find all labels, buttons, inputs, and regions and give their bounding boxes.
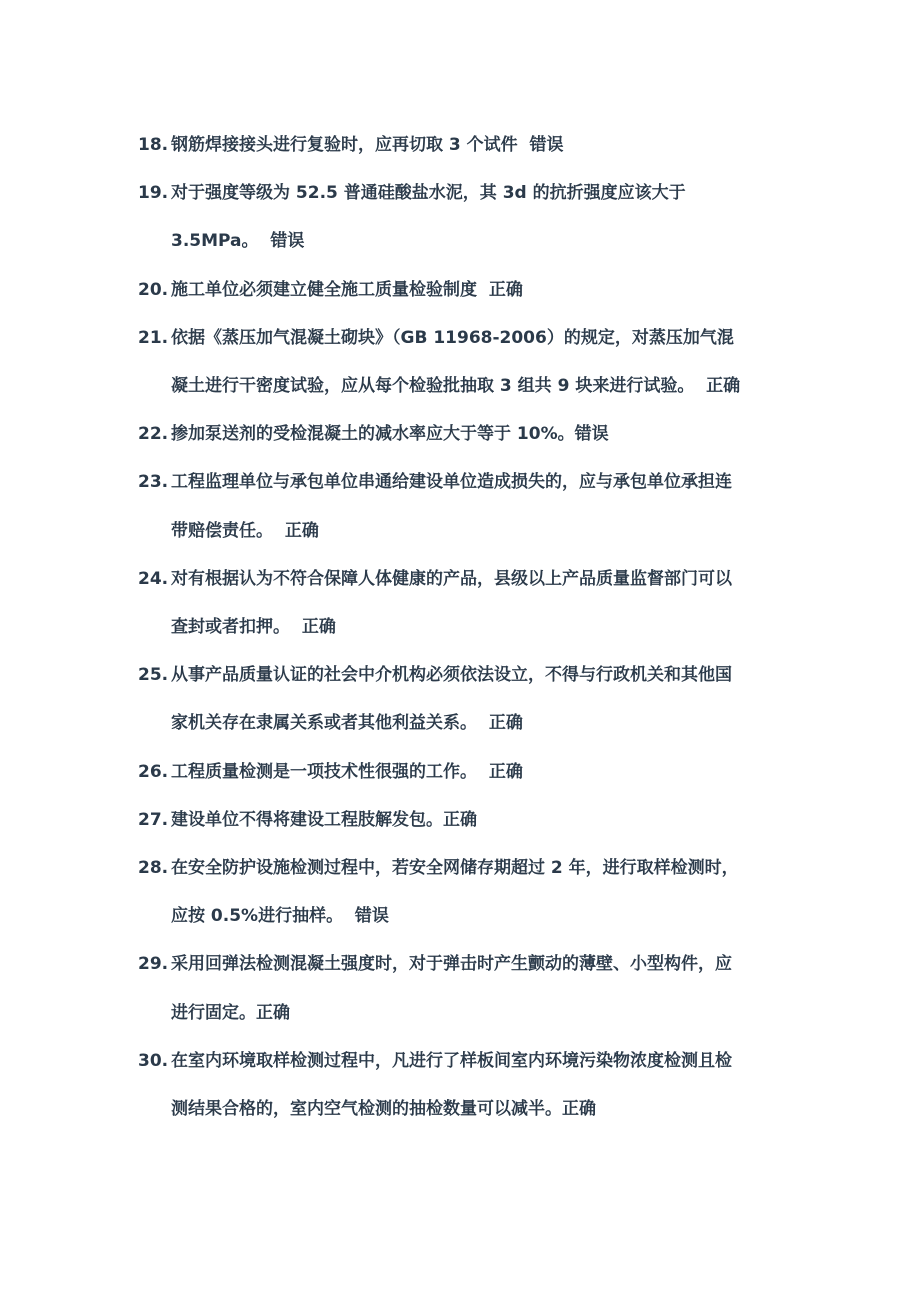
question-item [138, 796, 798, 844]
question-item [138, 844, 798, 940]
question-item [138, 1037, 798, 1133]
question-body [171, 940, 798, 1036]
question-body [171, 458, 798, 554]
question-answer: 错误 [529, 135, 564, 155]
question-answer: 错误 [354, 906, 389, 927]
question-text: 采用回弹法检测混凝土强度时，对于弹击时产生颤动的薄壁、小型构件，应 进行固定。 [171, 954, 732, 1023]
question-body [171, 121, 798, 169]
question-answer: 正确 [706, 376, 741, 397]
question-answer: 错误 [574, 424, 609, 445]
question-item [138, 458, 798, 554]
question-text: 在室内环境取样检测过程中，凡进行了样板间室内环境污染物浓度检测且检 测结果合格的，室内空气检测的抽检数量可以减半。 [171, 1050, 732, 1120]
question-item [138, 314, 798, 410]
question-number: 18. [138, 135, 169, 155]
question-number: 27. [138, 809, 169, 830]
question-number: 30. [138, 1050, 169, 1071]
question-number: 23. [138, 472, 169, 493]
question-body [171, 651, 798, 747]
question-text: 建设单位不得将建设工程肢解发包。 [171, 809, 443, 830]
question-text: 对于强度等级为 52.5 普通硅酸盐水泥，其 3d 的抗折强度应该大于 3.5MPa。 [171, 183, 686, 252]
question-number: 29. [138, 954, 169, 975]
question-item [138, 748, 798, 796]
question-list [138, 121, 798, 1133]
question-answer: 正确 [562, 1099, 596, 1120]
question-number: 21. [138, 327, 169, 348]
question-text: 钢筋焊接接头进行复验时，应再切取 3 个试件 [171, 135, 530, 155]
question-body [171, 796, 798, 844]
question-text: 在安全防护设施检测过程中，若安全网储存期超过 2 年，进行取样检测时， 应按 0.5%进行抽样。 [171, 858, 739, 927]
question-text: 掺加泵送剂的受检混凝土的减水率应大于等于 10%。 [171, 424, 575, 445]
question-item [138, 410, 798, 458]
question-body [171, 748, 798, 796]
question-number: 20. [138, 279, 169, 300]
question-body [171, 169, 798, 265]
question-number: 22. [138, 424, 169, 445]
question-item [138, 940, 798, 1036]
question-body [171, 555, 798, 651]
question-answer: 正确 [488, 279, 523, 300]
question-body [171, 844, 798, 940]
question-answer: 正确 [256, 1002, 290, 1023]
question-item [138, 555, 798, 651]
question-item [138, 169, 798, 265]
question-text: 施工单位必须建立健全施工质量检验制度 [171, 279, 489, 300]
question-number: 25. [138, 665, 169, 686]
question-answer: 错误 [270, 231, 305, 252]
question-answer: 正确 [443, 809, 477, 830]
question-answer: 正确 [301, 617, 336, 638]
question-item [138, 266, 798, 314]
question-body [171, 314, 798, 410]
question-answer: 正确 [284, 520, 319, 541]
question-text: 对有根据认为不符合保障人体健康的产品，县级以上产品质量监督部门可以 查封或者扣押。 [171, 568, 732, 638]
question-text: 工程监理单位与承包单位串通给建设单位造成损失的，应与承包单位承担连 带赔偿责任。 [171, 472, 732, 541]
question-text: 从事产品质量认证的社会中介机构必须依法设立，不得与行政机关和其他国 家机关存在隶属关系或者其他利益关系。 [171, 665, 732, 734]
question-number: 26. [138, 761, 169, 782]
question-answer: 正确 [488, 761, 523, 782]
question-number: 24. [138, 568, 169, 589]
question-answer: 正确 [488, 713, 523, 734]
question-item [138, 121, 798, 169]
question-text: 依据《蒸压加气混凝土砌块》（GB 11968-2006）的规定，对蒸压加气混 凝土进行干密度试验，应从每个检验批抽取 3 组共 9 块来进行试验。 [171, 327, 734, 397]
question-body [171, 266, 798, 314]
question-item [138, 651, 798, 747]
question-text: 工程质量检测是一项技术性很强的工作。 [171, 761, 489, 782]
question-number: 28. [138, 858, 169, 879]
question-number: 19. [138, 183, 169, 204]
question-body [171, 410, 798, 458]
question-body [171, 1037, 798, 1133]
